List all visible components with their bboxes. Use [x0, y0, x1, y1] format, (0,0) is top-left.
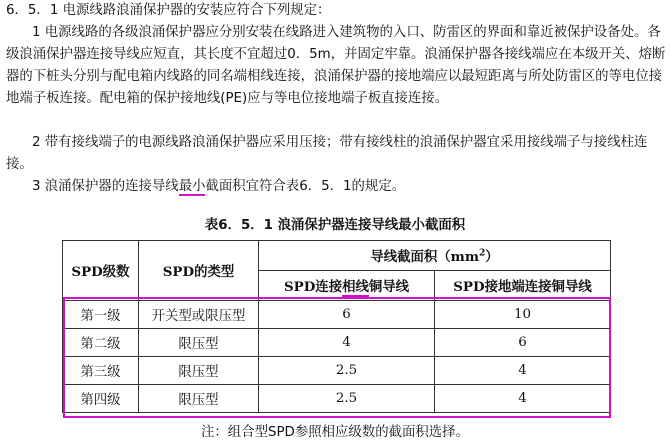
item3-suffix: 截面积宜符合表6．5．1的规定。 — [205, 179, 406, 194]
cell-ground: 4 — [435, 385, 611, 413]
cell-level: 第二级 — [63, 329, 139, 357]
cell-ground: 4 — [435, 357, 611, 385]
header-phase-suffix: 铜导线 — [368, 279, 410, 295]
table-wrapper — [62, 240, 610, 413]
paragraph-item-3 — [6, 176, 666, 198]
item3-highlight: 最小 — [178, 179, 206, 194]
header-wire-section-end: ） — [485, 249, 499, 265]
cell-phase: 4 — [259, 329, 435, 357]
header-row-1 — [63, 241, 611, 271]
header-wire-section-text: 导线截面积（mm — [370, 249, 480, 265]
header-spd-type: SPD的类型 — [139, 241, 259, 301]
cell-phase: 6 — [259, 301, 435, 329]
header-phase-highlight: 相线 — [342, 279, 369, 295]
header-phase-wire — [259, 271, 435, 301]
table-row — [63, 301, 611, 329]
cell-level: 第一级 — [63, 301, 139, 329]
cell-phase: 2.5 — [259, 385, 435, 413]
paragraph-item-1: 1 电源线路的各级浪涌保护器应分别安装在线路进入建筑物的入口、防雷区的界面和靠近被保护设备处。各级浪涌保护器连接导线应短直，其长度不宜超过0．5m，并固定牢靠。浪涌保护器各接线端应在本级开关、熔断器的下桩头分别与配电箱内线路的同名端相线连接，浪涌保护器的接地端应以最短距离与所处防雷区的等电位接地端子板连接。配电箱的保护接地线(PE)应与等电位接地端子板直接连接。 — [6, 25, 666, 106]
spd-table — [62, 240, 611, 413]
header-phase-prefix: SPD连接 — [283, 279, 343, 295]
table-caption: 表6．5．1 浪涌保护器连接导线最小截面积 — [204, 218, 466, 233]
cell-type: 限压型 — [139, 385, 259, 413]
item3-prefix: 3 浪涌保护器的连接导线 — [32, 179, 179, 194]
cell-type: 开关型或限压型 — [139, 301, 259, 329]
cell-type: 限压型 — [139, 357, 259, 385]
header-wire-section-sup: 2 — [479, 248, 486, 259]
cell-level: 第四级 — [63, 385, 139, 413]
cell-phase: 2.5 — [259, 357, 435, 385]
header-ground-wire: SPD接地端连接铜导线 — [435, 271, 611, 301]
header-spd-level: SPD级数 — [63, 241, 139, 301]
cell-ground: 6 — [435, 329, 611, 357]
table-row — [63, 329, 611, 357]
cell-ground: 10 — [435, 301, 611, 329]
cell-type: 限压型 — [139, 329, 259, 357]
header-wire-section — [259, 241, 611, 271]
table-note: 注：组合型SPD参照相应级数的截面积选择。 — [201, 425, 469, 440]
table-row — [63, 385, 611, 413]
paragraph-item-2: 2 带有接线端子的电源线路浪涌保护器应采用压接；带有接线柱的浪涌保护器宜采用接线端子与接线柱连接。 — [6, 135, 648, 172]
table-row — [63, 357, 611, 385]
section-heading: 6．5．1 电源线路浪涌保护器的安装应符合下列规定： — [6, 3, 331, 18]
cell-level: 第三级 — [63, 357, 139, 385]
